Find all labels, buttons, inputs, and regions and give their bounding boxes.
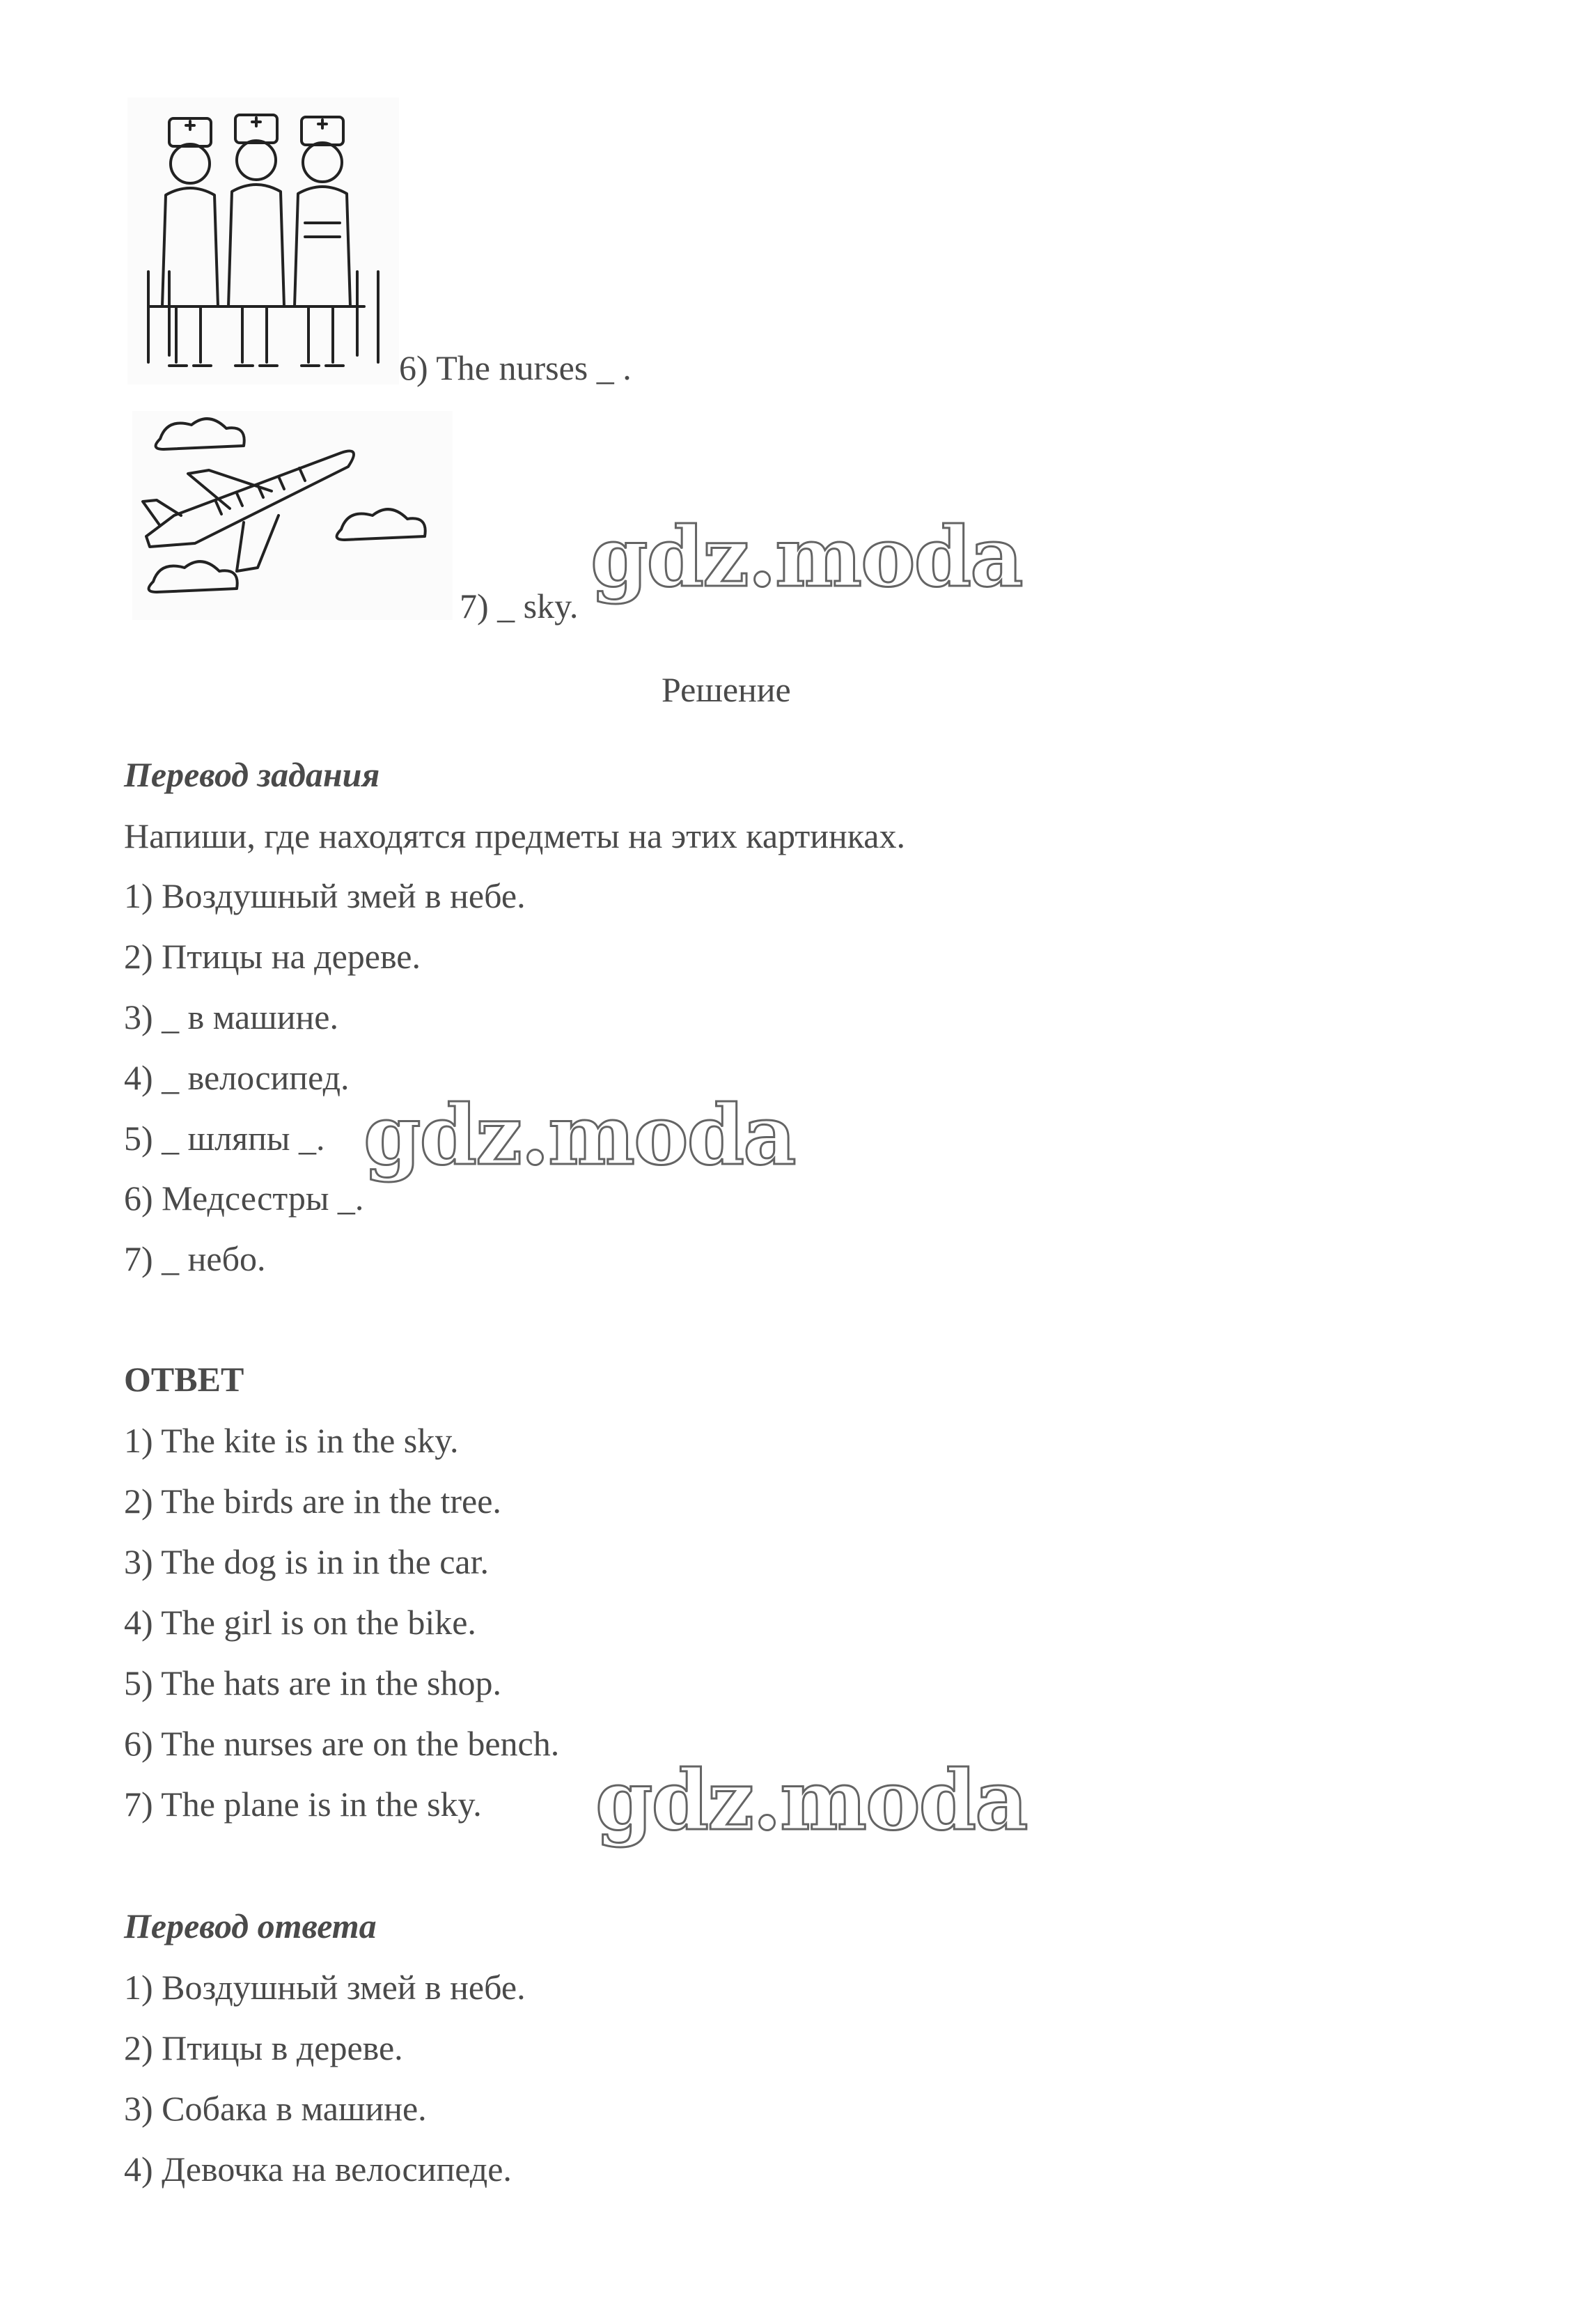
task-translation-item-6: 6) Медсестры _. [124, 1179, 364, 1218]
cloud-2 [337, 509, 425, 540]
answer-item-1: 1) The kite is in the sky. [124, 1421, 459, 1460]
task-translation-item-2: 2) Птицы на дереве. [124, 937, 421, 976]
task-item-6: 6) The nurses _ . [399, 348, 632, 387]
plane-tail [143, 500, 181, 526]
task-translation-item-4: 4) _ велосипед. [124, 1058, 350, 1097]
task-translation-intro: Напиши, где находятся предметы на этих картинках. [124, 816, 905, 855]
answer-item-5: 5) The hats are in the shop. [124, 1663, 501, 1702]
answer-item-3: 3) The dog is in in the car. [124, 1542, 489, 1581]
answer-item-2: 2) The birds are in the tree. [124, 1482, 501, 1521]
plane-drawing [132, 411, 453, 620]
answer-item-6: 6) The nurses are on the bench. [124, 1724, 560, 1763]
answer-heading: ОТВЕТ [124, 1360, 244, 1399]
plane-body [146, 451, 354, 547]
watermark-1: gdz.moda [590, 508, 1022, 605]
cloud-3 [149, 561, 237, 592]
task-item-7: 7) _ sky. [460, 586, 579, 626]
plane-illustration [132, 411, 453, 620]
answer-translation-item-4: 4) Девочка на велосипеде. [124, 2150, 512, 2189]
watermark-2: gdz.moda [363, 1087, 795, 1183]
answer-translation-heading: Перевод ответа [124, 1906, 377, 1945]
answer-item-4: 4) The girl is on the bike. [124, 1603, 476, 1642]
watermark-3: gdz.moda [595, 1752, 1027, 1849]
task-translation-heading: Перевод задания [124, 755, 380, 794]
nurses-illustration [127, 98, 399, 384]
answer-translation-item-3: 3) Собака в машине. [124, 2089, 427, 2128]
plane-wing-bottom [237, 515, 279, 571]
answer-translation-item-2: 2) Птицы в дереве. [124, 2028, 403, 2067]
nurses-drawing [127, 98, 399, 384]
task-translation-item-1: 1) Воздушный змей в небе. [124, 876, 526, 915]
solution-heading: Решение [662, 670, 791, 709]
answer-item-7: 7) The plane is in the sky. [124, 1785, 482, 1824]
answer-translation-item-1: 1) Воздушный змей в небе. [124, 1968, 526, 2007]
task-translation-item-5: 5) _ шляпы _. [124, 1119, 325, 1158]
task-translation-item-7: 7) _ небо. [124, 1239, 266, 1278]
task-translation-item-3: 3) _ в машине. [124, 997, 338, 1036]
cloud-1 [156, 419, 244, 449]
